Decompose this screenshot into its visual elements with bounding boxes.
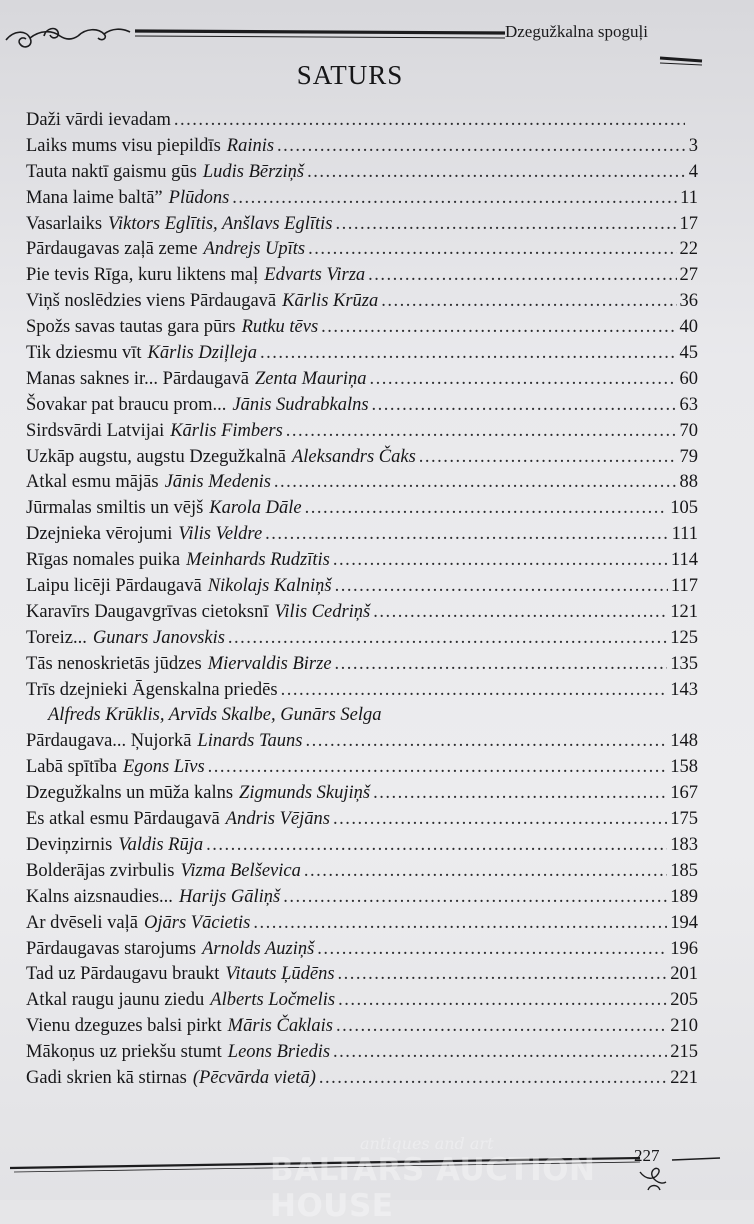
toc-entry [26, 470, 698, 496]
entry-author: Andris Vējāns [225, 809, 330, 830]
table-of-contents [26, 108, 698, 1092]
dot-leader [277, 134, 685, 160]
toc-entry [26, 1040, 698, 1066]
toc-entry [26, 911, 698, 937]
entry-author: Kārlis Dziļleja [147, 343, 257, 364]
toc-entry [26, 729, 698, 755]
entry-page-number: 88 [679, 472, 698, 493]
toc-entry [26, 600, 698, 626]
watermark-main: BALTARS AUCTION HOUSE [270, 1152, 596, 1224]
entry-page-number: 105 [670, 498, 698, 519]
entry-page-number: 11 [680, 187, 698, 208]
entry-author: Rutku tēvs [241, 317, 319, 338]
entry-page-number: 183 [670, 834, 698, 855]
toc-entry [26, 833, 698, 859]
scroll-ornament-icon [6, 29, 130, 47]
entry-title: Laiks mums visu piepildīs [26, 135, 221, 156]
dot-leader [232, 186, 677, 212]
entry-page-number: 196 [670, 938, 698, 959]
toc-entry [26, 522, 698, 548]
dot-leader [336, 1014, 667, 1040]
entry-author: Linards Tauns [197, 731, 303, 752]
toc-entry [26, 445, 698, 471]
entry-page-number: 22 [679, 239, 698, 260]
entry-author: Ludis Bērziņš [202, 161, 305, 182]
toc-entry [26, 160, 698, 186]
toc-entry [26, 626, 698, 652]
toc-entry [26, 962, 698, 988]
entry-title: Rīgas nomales puika [26, 550, 181, 571]
toc-entry [26, 1014, 698, 1040]
dot-leader [253, 911, 667, 937]
entry-author: Aleksandrs Čaks [291, 446, 416, 467]
header-rule-thick [135, 31, 505, 33]
toc-entry [26, 315, 698, 341]
entry-title: Tās nenoskrietās jūdzes [26, 653, 202, 674]
toc-entry [26, 937, 698, 963]
dot-leader [174, 108, 685, 134]
entry-page-number: 36 [679, 291, 698, 312]
entry-author: Zenta Mauriņa [254, 368, 367, 389]
toc-entry [26, 393, 698, 419]
entry-page-number: 45 [679, 343, 698, 364]
dot-leader [304, 859, 667, 885]
toc-entry [26, 419, 698, 445]
entry-title: Labā spītība [26, 757, 117, 778]
toc-entry [26, 186, 698, 212]
toc-entry [26, 212, 698, 238]
entry-title: Šovakar pat braucu prom... [26, 394, 227, 415]
entry-page-number: 143 [670, 679, 698, 700]
entry-author: Alfreds Krūklis, Arvīds Skalbe, Gunārs Selga [48, 705, 382, 726]
toc-entry [26, 341, 698, 367]
entry-author: Nikolajs Kalniņš [207, 576, 332, 597]
entry-page-number: 210 [670, 1016, 698, 1037]
entry-title: Laipu licēji Pārdaugavā [26, 576, 202, 597]
dot-leader [305, 496, 668, 522]
entry-title: Daži vārdi ievadam [26, 110, 171, 130]
entry-page-number: 40 [679, 317, 698, 338]
dot-leader [373, 781, 667, 807]
entry-page-number: 3 [688, 135, 698, 156]
entry-title: Viņš noslēdzies viens Pārdaugavā [26, 291, 277, 312]
dot-leader [286, 419, 677, 445]
entry-title: Uzkāp augstu, augstu Dzegužkalnā [26, 446, 286, 467]
entry-title: Bolderājas zvirbulis [26, 860, 175, 881]
dot-leader [369, 367, 676, 393]
toc-entry [26, 988, 698, 1014]
dot-leader [333, 548, 668, 574]
entry-title: Atkal esmu mājās [26, 472, 159, 493]
entry-author: Valdis Rūja [118, 834, 204, 855]
entry-author: Jānis Medenis [164, 472, 271, 493]
entry-title: Sirdsvārdi Latvijai [26, 420, 165, 441]
entry-page-number: 201 [670, 964, 698, 985]
entry-title: Deviņzirnis [26, 834, 113, 855]
entry-title: Dzegužkalns un mūža kalns [26, 783, 234, 804]
dot-leader [338, 962, 668, 988]
entry-title: Trīs dzejnieki Āgenskalna priedēs [26, 679, 278, 700]
entry-author: Kārlis Fimbers [170, 420, 283, 441]
entry-page-number: 17 [679, 213, 698, 234]
dot-leader [335, 212, 676, 238]
toc-entry [26, 263, 698, 289]
entry-page-number: 111 [671, 524, 698, 545]
dot-leader [372, 393, 677, 419]
page-number: 227 [634, 1146, 660, 1165]
entry-title: Tik dziesmu vīt [26, 343, 142, 364]
entry-page-number: 114 [670, 550, 698, 571]
entry-title: Manas saknes ir... Pārdaugavā [26, 368, 249, 389]
entry-title: Pārdaugavas zaļā zeme [26, 239, 198, 260]
entry-author: Leons Briedis [227, 1042, 331, 1063]
entry-author: Vitauts Ļūdēns [225, 964, 335, 985]
entry-title: Pārdaugava... Ņujorkā [26, 731, 192, 752]
page-title: SATURS [296, 60, 404, 91]
toc-entry [26, 652, 698, 678]
entry-author: Vilis Veldre [178, 524, 263, 545]
entry-title: Toreiz... [26, 627, 87, 648]
entry-author: Gunars Janovskis [92, 627, 225, 648]
toc-entry [26, 496, 698, 522]
entry-author: Alberts Ločmelis [210, 990, 336, 1011]
entry-author: Kārlis Krūza [282, 291, 379, 312]
entry-page-number: 79 [679, 446, 698, 467]
entry-title: Jūrmalas smiltis un vējš [26, 498, 204, 519]
dot-leader [206, 833, 667, 859]
entry-title: Atkal raugu jaunu ziedu [26, 990, 205, 1011]
entry-page-number: 221 [670, 1067, 698, 1088]
entry-page-number: 189 [670, 886, 698, 907]
watermark-script: antiques and art [360, 1134, 494, 1153]
dot-leader [228, 626, 667, 652]
entry-author: Viktors Eglītis, Anšlavs Eglītis [108, 213, 333, 234]
dot-leader [260, 341, 677, 367]
entry-page-number: 70 [679, 420, 698, 441]
entry-author: Zigmunds Skujiņš [239, 783, 371, 804]
entry-page-number: 148 [670, 731, 698, 752]
dot-leader [321, 315, 676, 341]
entry-page-number: 117 [670, 576, 698, 597]
toc-entry [26, 781, 698, 807]
entry-title: Karavīrs Daugavgrīvas cietoksnī [26, 601, 269, 622]
entry-page-number: 60 [679, 368, 698, 389]
entry-author: Meinhards Rudzītis [186, 550, 330, 571]
entry-page-number: 158 [670, 757, 698, 778]
dot-leader [338, 988, 667, 1014]
entry-title: Es atkal esmu Pārdaugavā [26, 809, 220, 830]
toc-entry [26, 859, 698, 885]
entry-page-number: 205 [670, 990, 698, 1011]
dot-leader [335, 574, 668, 600]
entry-page-number: 125 [670, 627, 698, 648]
entry-author: Māris Čaklais [227, 1016, 334, 1037]
dot-leader [308, 237, 676, 263]
entry-author: Harijs Gāliņš [178, 886, 281, 907]
toc-entry [26, 134, 698, 160]
dot-leader [208, 755, 668, 781]
entry-title: Ar dvēseli vaļā [26, 912, 138, 933]
entry-title: Pie tevis Rīga, kuru liktens maļ [26, 265, 259, 286]
dot-leader [281, 678, 668, 704]
toc-entry [26, 367, 698, 393]
entry-author: Miervaldis Birze [207, 653, 332, 674]
dot-leader [368, 263, 676, 289]
dot-leader [333, 807, 667, 833]
header-rule-thin [135, 36, 505, 38]
dot-leader [381, 289, 676, 315]
dot-leader [317, 937, 667, 963]
entry-title: Tauta naktī gaismu gūs [26, 161, 197, 182]
toc-entry [26, 237, 698, 263]
entry-title: Vasarlaiks [26, 213, 103, 234]
entry-title: Pārdaugavas starojums [26, 938, 197, 959]
entry-page-number: 4 [688, 161, 698, 182]
entry-page-number: 185 [670, 860, 698, 881]
entry-page-number: 215 [670, 1042, 698, 1063]
entry-title: Tad uz Pārdaugavu braukt [26, 964, 220, 985]
entry-author: Rainis [226, 135, 275, 156]
dot-leader [335, 652, 668, 678]
entry-page-number: 194 [670, 912, 698, 933]
toc-entry [26, 548, 698, 574]
entry-author: Karola Dāle [209, 498, 302, 519]
entry-page-number: 63 [679, 394, 698, 415]
entry-title: Spožs savas tautas gara pūrs [26, 317, 236, 338]
toc-entry [26, 108, 698, 134]
dot-leader [419, 445, 677, 471]
dot-leader [305, 729, 667, 755]
entry-author: Egons Līvs [122, 757, 205, 778]
running-title: Dzegužkalna spoguļi [504, 22, 648, 41]
entry-author: Andrejs Upīts [203, 239, 306, 260]
toc-entry [26, 703, 698, 729]
dot-leader [283, 885, 667, 911]
entry-title: Kalns aizsnaudies... [26, 886, 173, 907]
dot-leader [333, 1040, 667, 1066]
entry-title: Dzejnieka vērojumi [26, 524, 173, 545]
flourish-icon [640, 1168, 666, 1190]
entry-author: Jānis Sudrabkalns [232, 394, 369, 415]
toc-entry [26, 678, 698, 704]
entry-author: (Pēcvārda vietā) [192, 1067, 316, 1088]
entry-page-number: 121 [670, 601, 698, 622]
dot-leader [265, 522, 668, 548]
entry-author: Arnolds Auziņš [202, 938, 315, 959]
entry-title: Vienu dzeguzes balsi pirkt [26, 1016, 222, 1037]
entry-author: Plūdons [168, 187, 230, 208]
toc-entry [26, 289, 698, 315]
entry-author: Edvarts Virza [264, 265, 366, 286]
dot-leader [274, 470, 677, 496]
dot-leader [373, 600, 667, 626]
entry-title: Mana laime baltā” [26, 187, 163, 208]
entry-page-number: 27 [679, 265, 698, 286]
toc-entry [26, 1066, 698, 1092]
footer-rule [10, 1158, 640, 1168]
entry-title: Gadi skrien kā stirnas [26, 1067, 187, 1088]
toc-entry [26, 807, 698, 833]
toc-entry [26, 574, 698, 600]
entry-page-number: 135 [670, 653, 698, 674]
entry-author: Vizma Belševica [180, 860, 301, 881]
entry-page-number: 175 [670, 809, 698, 830]
entry-author: Ojārs Vācietis [144, 912, 251, 933]
toc-entry [26, 885, 698, 911]
toc-entry [26, 755, 698, 781]
entry-page-number: 167 [670, 783, 698, 804]
dot-leader [307, 160, 685, 186]
entry-title: Mākoņus uz priekšu stumt [26, 1042, 222, 1063]
dot-leader [319, 1066, 667, 1092]
entry-author: Vilis Cedriņš [274, 601, 371, 622]
